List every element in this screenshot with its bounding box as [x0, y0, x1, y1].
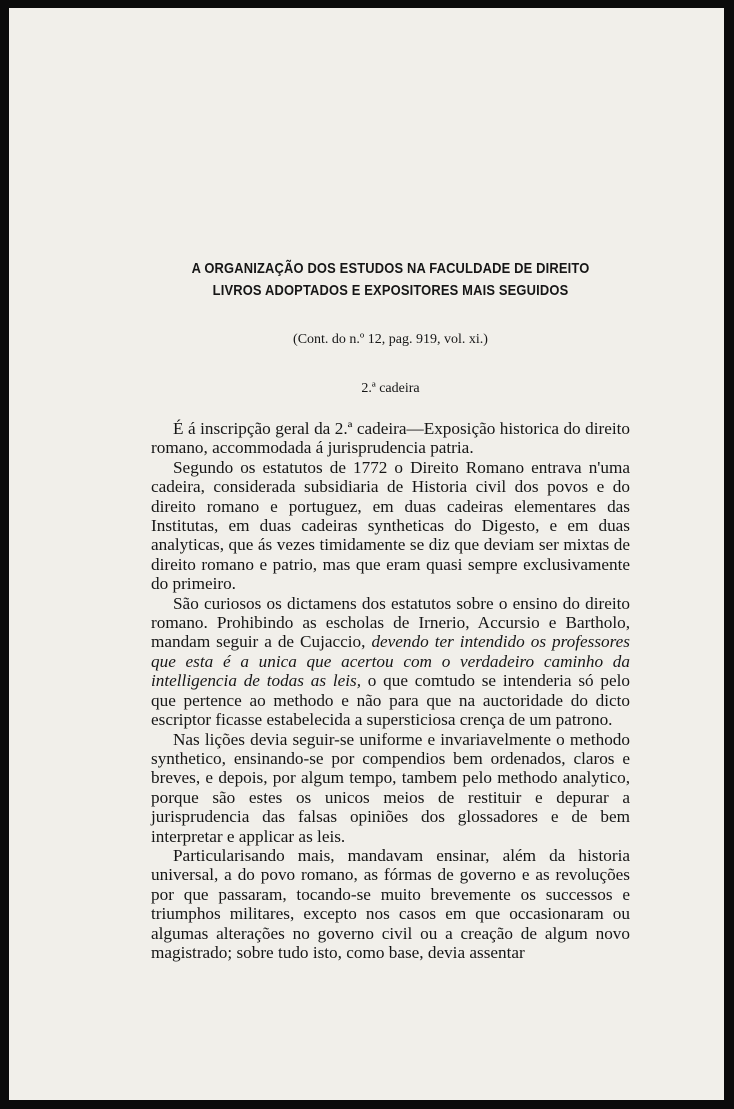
- article: [151, 258, 630, 962]
- article-heading: [151, 258, 630, 302]
- body-text: [151, 419, 630, 962]
- paragraph-3-start: São curiosos os dictamens dos estatutos sobre o ensino do direito romano. Prohibindo as escholas de Irnerio, Accursio e Bartholo, mandam seguir a de Cujaccio,: [151, 593, 630, 652]
- paragraph-2: Segundo os estatutos de 1772 o Direito Romano entrava n'uma cadeira, considerada subsidiaria de Historia civil dos povos e do direito romano e portuguez, em duas cadeiras elementares das Institutas, em duas cadeiras syntheticas do Digesto, e em duas analyticas, que ás vezes timidamente se diz que deviam ser mixtas de direito romano e patrio, mas que eram quasi sempre exclusivamente do primeiro.: [151, 457, 630, 594]
- continuation-note: (Cont. do n.º 12, pag. 919, vol. xi.): [293, 332, 488, 347]
- paragraph-1: É á inscripção geral da 2.ª cadeira—Exposição historica do direito romano, accommodada á jurisprudencia patria.: [151, 419, 630, 458]
- paragraph-3: [151, 594, 630, 730]
- paragraph-3-end: o que comtudo se intenderia só pelo que pertence ao methodo e não para que na auctoridade do dicto escriptor ficasse estabelecida a supersticiosa crença de um patrono.: [151, 671, 631, 730]
- paragraph-3-quotation: devendo ter intendido os professores que esta é a unica que acertou com o verdadeiro caminho da intelligencia de todas as leis,: [151, 632, 630, 691]
- scanned-page: [9, 8, 724, 1100]
- paragraph-4: Nas lições devia seguir-se uniforme e invariavelmente o methodo synthetico, ensinando-se por compendios bem ordenados, claros e breves, e depois, por algum tempo, tambem pelo methodo analytico, porque são estes os unicos meios de restituir e depurar a jurisprudencia das falsas opiniões dos glossadores e de bem interpretar e applicar as leis.: [151, 729, 630, 846]
- section-label: 2.ª cadeira: [361, 381, 420, 396]
- paragraph-5: Particularisando mais, mandavam ensinar, além da historia universal, a do povo romano, as fórmas de governo e as revoluções por que passaram, tocando-se muito brevemente os successos e triumphos militares, excepto nos casos em que occasionaram ou algumas alterações no governo civil ou a creação de algum novo magistrado; sobre tudo isto, como base, devia assentar: [151, 845, 630, 962]
- heading-line-1: A ORGANIZAÇÃO DOS ESTUDOS NA FACULDADE DE DIREITO: [191, 260, 590, 277]
- heading-line-2: LIVROS ADOPTADOS E EXPOSITORES MAIS SEGUIDOS: [212, 282, 569, 299]
